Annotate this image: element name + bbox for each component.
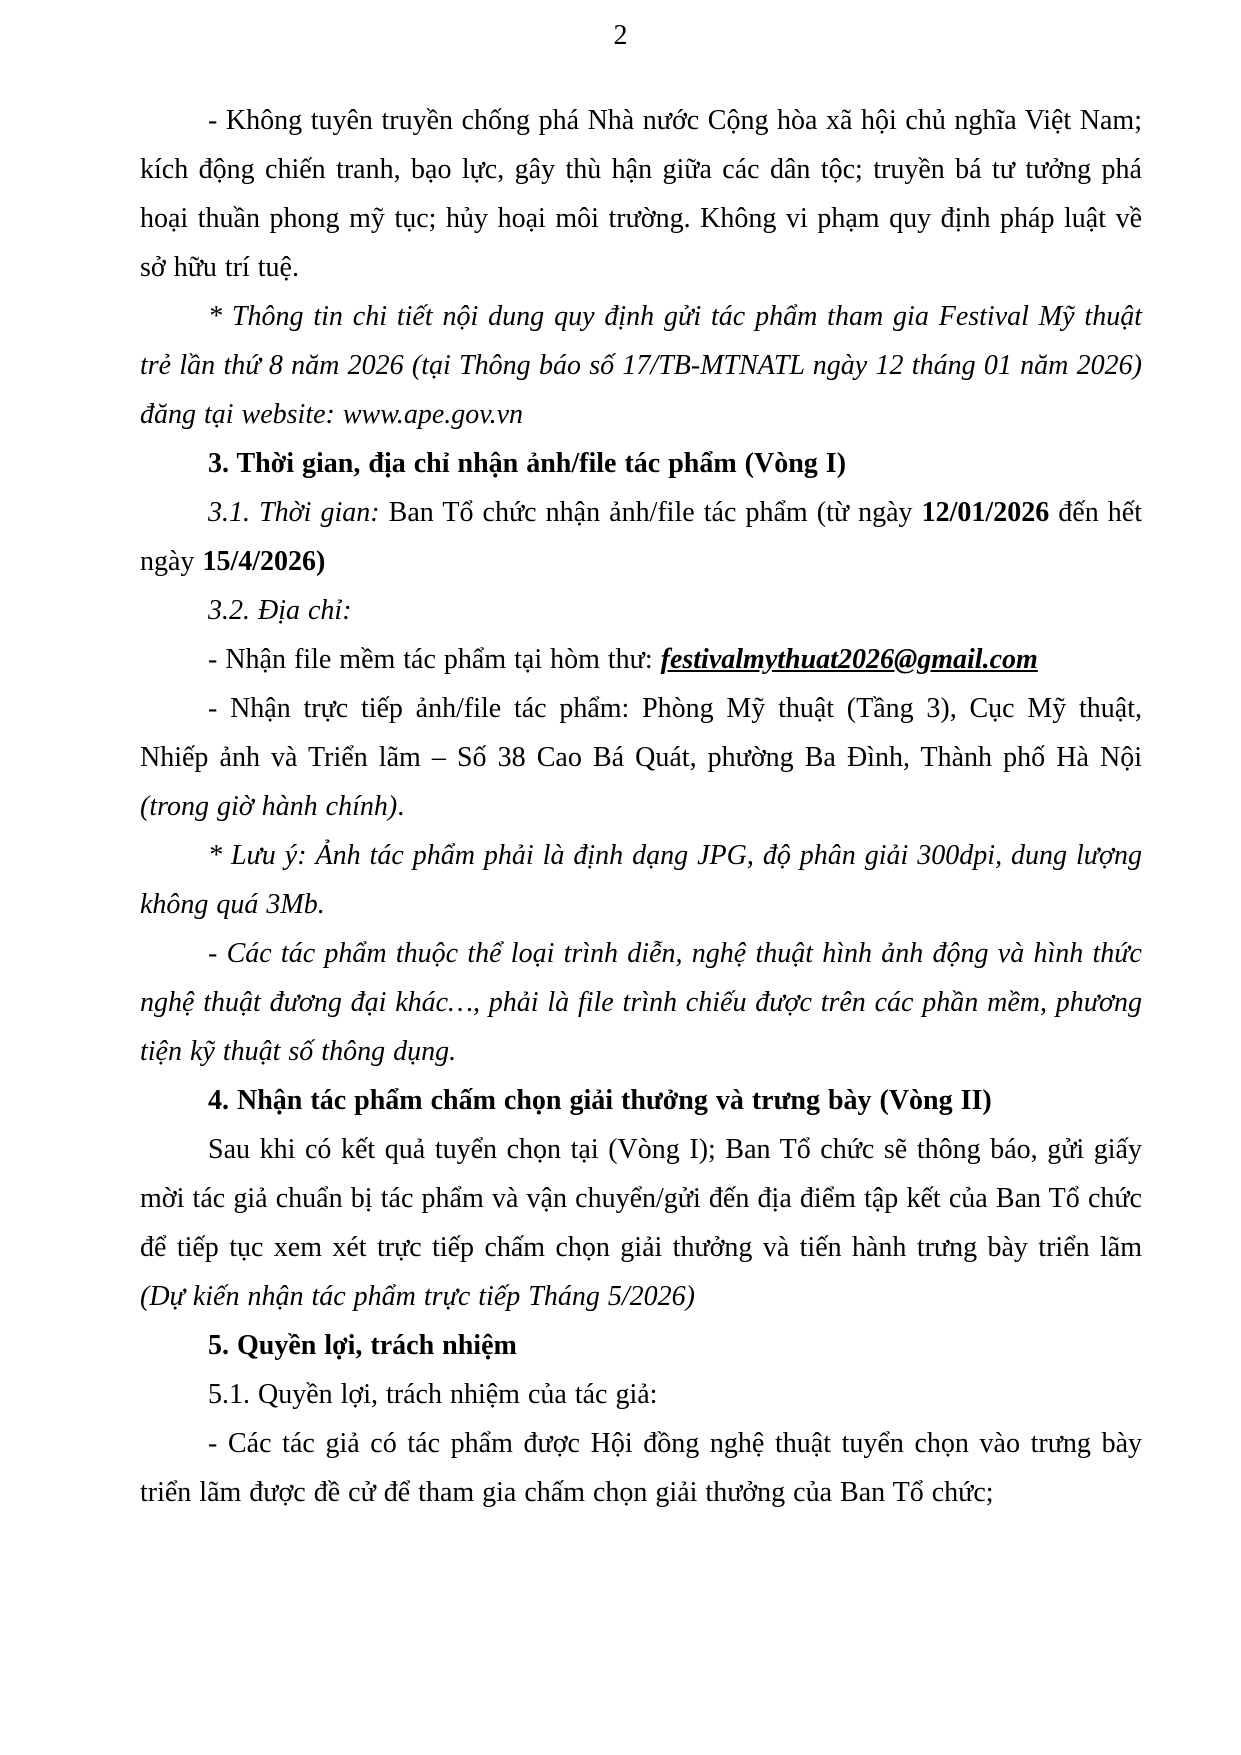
text-run: - Các tác phẩm thuộc thể loại trình diễn, nghệ thuật hình ảnh động và hình thức nghệ thuật đương đại khác…, phải là file trình chiếu được trên các phần mềm, phương tiện kỹ thuật số thông dụng. [140, 938, 1142, 1067]
para-address-email [140, 635, 1142, 684]
para-round-2-process [140, 1125, 1142, 1321]
para-3-1-time [140, 488, 1142, 586]
heading-section-3 [140, 439, 1142, 488]
text-run: - Nhận file mềm tác phẩm tại hòm thư: [208, 644, 661, 675]
text-run: 5.1. Quyền lợi, trách nhiệm của tác giả: [208, 1379, 658, 1410]
text-run: đến hết ngày [140, 497, 1143, 577]
text-run: 15/4/2026) [202, 546, 326, 577]
text-run: . [397, 791, 405, 822]
text-run: Sau khi có kết quả tuyển chọn tại (Vòng I); Ban Tổ chức sẽ thông báo, gửi giấy mời tác giả chuẩn bị tác phẩm và vận chuyển/gửi đến địa điểm tập kết của Ban Tổ chức để tiếp tục xem xét trực tiếp chấm chọn giải thưởng và tiến hành trưng bày triển lãm [140, 1134, 1142, 1263]
page-number: 2 [613, 20, 628, 51]
text-run: 3.1. Thời gian: [208, 497, 389, 528]
para-note-jpg [140, 831, 1142, 929]
heading-section-5 [140, 1321, 1142, 1370]
para-detail-info-note [140, 292, 1142, 439]
text-run: 5. Quyền lợi, trách nhiệm [208, 1330, 517, 1361]
text-run: - Không tuyên truyền chống phá Nhà nước Cộng hòa xã hội chủ nghĩa Việt Nam; kích động chiến tranh, bạo lực, gây thù hận giữa các dân tộc; truyền bá tư tưởng phá hoại thuần phong mỹ tục; hủy hoại môi trường. Không vi phạm quy định pháp luật về sở hữu trí tuệ. [140, 105, 1142, 283]
heading-section-4 [140, 1076, 1142, 1125]
para-address-direct [140, 684, 1142, 831]
para-performance-works [140, 929, 1142, 1076]
text-run: - Các tác giả có tác phẩm được Hội đồng nghệ thuật tuyển chọn vào trưng bày triển lãm được đề cử để tham gia chấm chọn giải thưởng của Ban Tổ chức; [140, 1428, 1142, 1508]
text-run: Ban Tổ chức nhận ảnh/file tác phẩm (từ ngày [388, 497, 922, 528]
document-body [140, 96, 1142, 1517]
text-run: 12/01/2026 [921, 497, 1050, 528]
para-rights-selection [140, 1419, 1142, 1517]
text-run: 3.2. Địa chỉ: [208, 595, 352, 626]
para-3-2-address [140, 586, 1142, 635]
para-content-restrictions [140, 96, 1142, 292]
text-run: (trong giờ hành chính) [140, 791, 398, 822]
text-run: - Nhận trực tiếp ảnh/file tác phẩm: Phòng Mỹ thuật (Tầng 3), Cục Mỹ thuật, Nhiếp ảnh và Triển lãm – Số 38 Cao Bá Quát, phường Ba Đình, Thành phố Hà Nội [140, 693, 1142, 773]
text-run: * Lưu ý: Ảnh tác phẩm phải là định dạng JPG, độ phân giải 300dpi, dung lượng không quá 3Mb. [140, 840, 1142, 920]
text-run: 4. Nhận tác phẩm chấm chọn giải thưởng và trưng bày (Vòng II) [208, 1085, 992, 1116]
text-run: * Thông tin chi tiết nội dung quy định gửi tác phẩm tham gia Festival Mỹ thuật trẻ lần thứ 8 năm 2026 (tại Thông báo số 17/TB-MTNATL ngày 12 tháng 01 năm 2026) đăng tại website: www.ape.gov.vn [140, 301, 1142, 430]
text-run: 3. Thời gian, địa chỉ nhận ảnh/file tác phẩm (Vòng I) [208, 448, 847, 479]
text-run: (Dự kiến nhận tác phẩm trực tiếp Tháng 5/2026) [140, 1281, 695, 1312]
para-5-1-rights [140, 1370, 1142, 1419]
text-run: festivalmythuat2026@gmail.com [660, 644, 1038, 675]
